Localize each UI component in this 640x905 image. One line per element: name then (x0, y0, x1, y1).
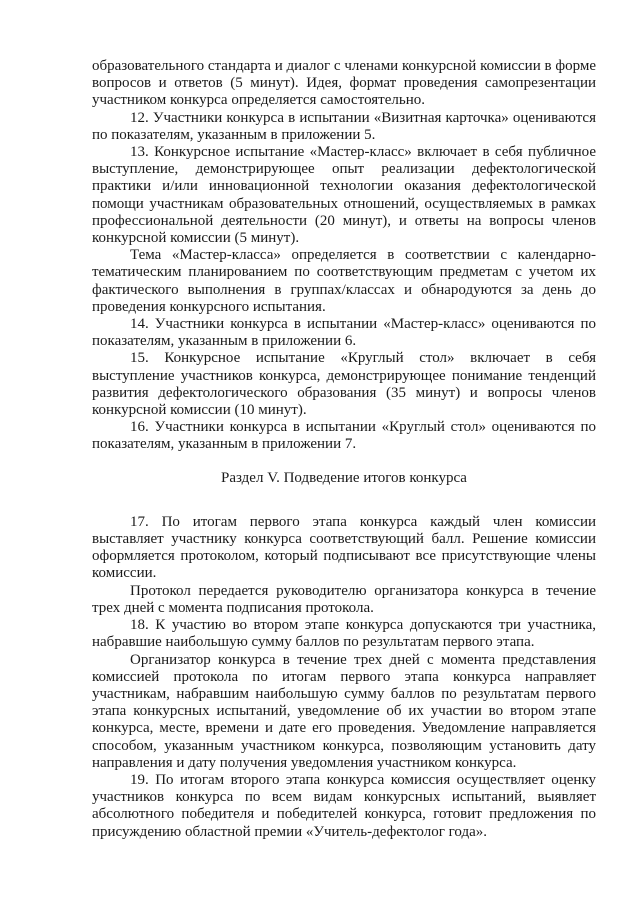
section-heading: Раздел V. Подведение итогов конкурса (221, 469, 467, 486)
paragraph-item-12: 12. Участники конкурса в испытании «Визитная карточка» оцениваются по показателям, указанным в приложении 5. (92, 109, 596, 143)
paragraph-continuation: образовательного стандарта и диалог с членами конкурсной комиссии в форме вопросов и ответов (5 минут). Идея, формат проведения самопрезентации участником конкурса определяется самостоятельно. (92, 58, 596, 109)
paragraph-item-16: 16. Участники конкурса в испытании «Круглый стол» оцениваются по показателям, указанным в приложении 7. (92, 419, 596, 453)
paragraph-item-15: 15. Конкурсное испытание «Круглый стол» включает в себя выступление участников конкурса, демонстрирующее понимание тенденций развития дефектологического образования (35 минут) и вопросы членов конкурсной комиссии (10 минут). (92, 350, 596, 419)
paragraph-item-19: 19. По итогам второго этапа конкурса комиссия осуществляет оценку участников конкурса по всем видам конкурсных испытаний, выявляет абсолютного победителя и победителей конкурса, готовит предложения по присуждению областной премии «Учитель-дефектолог года». (92, 771, 596, 840)
paragraph-notification: Организатор конкурса в течение трех дней с момента представления комиссией протокола по итогам первого этапа конкурса направляет участникам, набравшим наибольшую сумму баллов по результатам первого этапа конкурсных испытаний, уведомление об их участии во втором этапе конкурса, месте, времени и дате его проведения. Уведомление направляется способом, указанным участником конкурса, позволяющим установить дату направления и дату получения уведомления участником конкурса. (92, 651, 596, 771)
paragraph-item-18: 18. К участию во втором этапе конкурса допускаются три участника, набравшие наибольшую сумму баллов по результатам первого этапа. (92, 617, 596, 651)
paragraph-item-13: 13. Конкурсное испытание «Мастер-класс» включает в себя публичное выступление, демонстрирующее опыт реализации дефектологической практики и/или инновационной технологии оказания дефектологической помощи участникам образовательных отношений, осуществляемых в рамках профессиональной деятельности (20 минут), и ответы на вопросы членов конкурсной комиссии (5 минут). (92, 144, 596, 247)
paragraph-item-14: 14. Участники конкурса в испытании «Мастер-класс» оцениваются по показателям, указанным в приложении 6. (92, 316, 596, 350)
paragraph-master-class-topic: Тема «Мастер-класса» определяется в соответствии с календарно-тематическим планированием по соответствующим предметам с учетом их фактического выполнения в группах/классах и обнародуются за день до проведения конкурсного испытания. (92, 247, 596, 315)
paragraph-item-17: 17. По итогам первого этапа конкурса каждый член комиссии выставляет участнику конкурса соответствующий балл. Решение комиссии оформляется протоколом, который подписывают все присутствующие члены комиссии. (92, 513, 596, 582)
paragraph-protocol-transfer: Протокол передается руководителю организатора конкурса в течение трех дней с момента подписания протокола. (92, 582, 596, 616)
document-body (92, 58, 596, 841)
